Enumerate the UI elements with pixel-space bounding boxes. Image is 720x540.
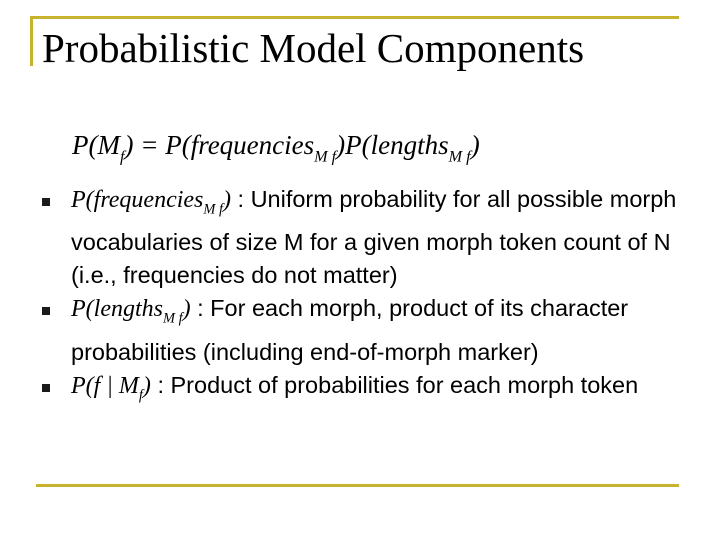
formula-term1-sub: M f bbox=[314, 147, 337, 166]
formula-lhs: P(M bbox=[72, 130, 120, 160]
formula-term1: frequencies bbox=[190, 130, 315, 160]
bullet-formula-head: P(frequencies bbox=[71, 187, 204, 213]
bullet-text: : Uniform probability for all possible morph vocabularies of size M for a given morph token count of N (i.e., frequencies do not matter) bbox=[71, 186, 677, 289]
bullet-formula-close: ) bbox=[142, 372, 151, 399]
formula-mid: )P( bbox=[336, 130, 371, 160]
formula-term2-sub: M f bbox=[448, 147, 471, 166]
formula-term2: lengths bbox=[370, 130, 449, 160]
bullet-marker bbox=[42, 307, 50, 315]
bullet-formula-sub: M f bbox=[162, 310, 183, 327]
bullet-formula-head: P(lengths bbox=[71, 296, 163, 323]
bullet-text: : Product of probabilities for each morph token bbox=[157, 371, 639, 398]
bullet-formula-close: ) bbox=[222, 187, 231, 213]
bullet-list bbox=[42, 183, 682, 412]
bullet-item-frequencies bbox=[42, 183, 682, 292]
slide-title: Probabilistic Model Components bbox=[42, 25, 585, 71]
bullet-formula bbox=[71, 296, 191, 327]
bullet-item-token bbox=[42, 369, 682, 412]
bullet-formula bbox=[71, 372, 151, 404]
bullet-marker bbox=[42, 198, 50, 206]
formula-eq: ) = P( bbox=[124, 130, 191, 160]
bullet-formula-head: P(f | M bbox=[71, 372, 139, 399]
main-formula bbox=[72, 132, 480, 164]
bullet-formula bbox=[71, 187, 231, 218]
formula-end: ) bbox=[470, 130, 480, 160]
bullet-formula-sub: M f bbox=[203, 201, 223, 218]
bottom-rule bbox=[36, 484, 679, 487]
bullet-marker bbox=[42, 384, 50, 392]
formula-lhs-sub: f bbox=[119, 147, 125, 166]
title-frame-top-rule bbox=[30, 16, 679, 19]
bullet-formula-sub: f bbox=[138, 387, 143, 404]
title-frame-left-rule bbox=[30, 16, 33, 66]
bullet-formula-close: ) bbox=[182, 296, 191, 323]
bullet-text: : For each morph, product of its character probabilities (including end-of-morph marker) bbox=[71, 295, 629, 365]
bullet-item-lengths bbox=[42, 292, 682, 368]
